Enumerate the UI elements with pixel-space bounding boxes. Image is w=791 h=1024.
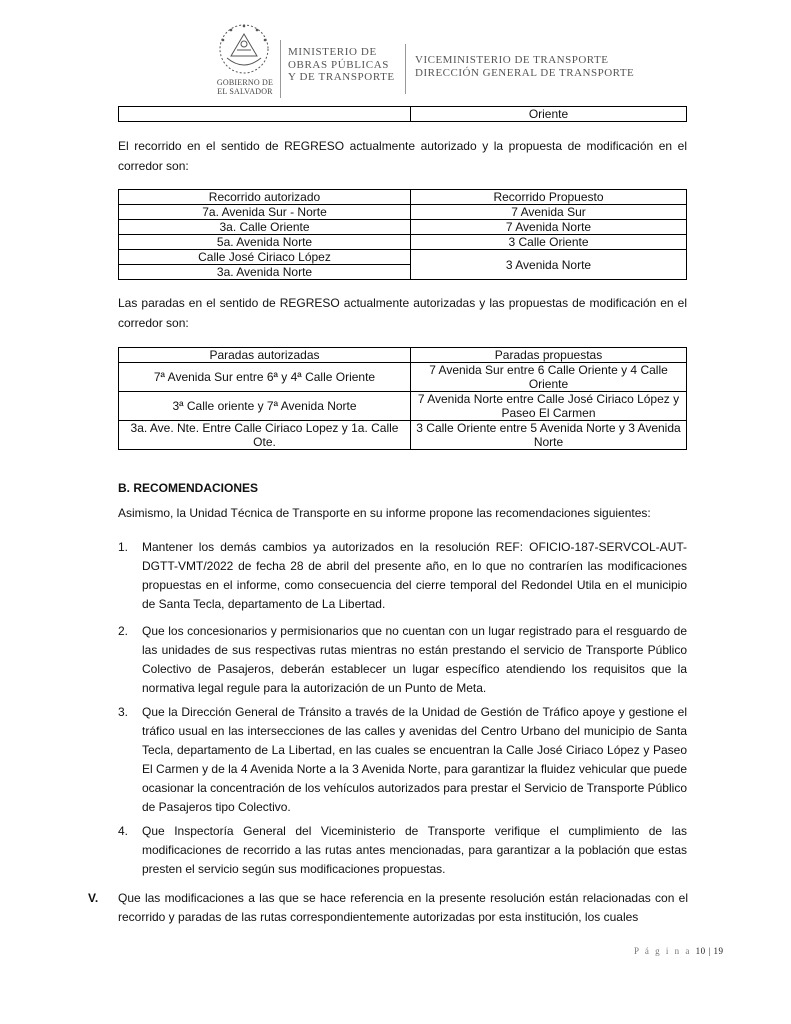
document-header (205, 22, 665, 100)
header-divider (280, 40, 281, 98)
gov-line-1: GOBIERNO DE (216, 78, 274, 87)
column-header: Paradas autorizadas (119, 348, 411, 363)
page-footer (634, 946, 723, 956)
table-row (119, 250, 687, 265)
page-label: P á g i n a (634, 946, 692, 956)
section-number: V. (88, 891, 99, 905)
paragraph-regreso-recorrido: El recorrido en el sentido de REGRESO actualmente autorizado y la propuesta de modificación en el corredor son: (118, 139, 687, 173)
table-cell: 7ª Avenida Sur entre 6ª y 4ª Calle Oriente (119, 363, 411, 392)
table-cell: 3a. Calle Oriente (119, 220, 411, 235)
table-row (119, 205, 687, 220)
table-cell: 7 Avenida Norte entre Calle José Ciriaco López y Paseo El Carmen (411, 392, 687, 421)
list-text: Que los concesionarios y permisionarios que no cuentan con un lugar registrado para el resguardo de las unidades de sus respectivas rutas mientras no están prestando el servicio de Transporte Público Colectivo de Pasajeros, deberán establecer un lugar específico atendiendo los requisitos que la normativa legal regule para la autorización de un Punto de Meta. (142, 624, 687, 695)
list-text: Que Inspectoría General del Viceministerio de Transporte verifique el cumplimiento de las modificaciones de recorrido a las rutas antes mencionadas, para garantizar a la población que estas presten el servicio según sus modificaciones propuestas. (142, 824, 687, 876)
ministry-line-2: OBRAS PÚBLICAS (288, 58, 390, 71)
table-cell: 7 Avenida Sur (411, 205, 687, 220)
header-divider (405, 44, 406, 94)
paragraph-regreso-paradas: Las paradas en el sentido de REGRESO actualmente autorizadas y las propuestas de modificación en el corredor son: (118, 296, 687, 330)
table-cell: 7 Avenida Norte (411, 220, 687, 235)
section-b-title: B. RECOMENDACIONES (118, 481, 259, 495)
table-cell (119, 107, 411, 122)
table-cell: 7 Avenida Sur entre 6 Calle Oriente y 4 Calle Oriente (411, 363, 687, 392)
table-row (119, 235, 687, 250)
vice-line-2: DIRECCIÓN GENERAL DE TRANSPORTE (415, 67, 635, 79)
ministry-name (288, 46, 395, 84)
route-table (118, 189, 687, 280)
top-continuation-table (118, 106, 687, 122)
list-text: Mantener los demás cambios ya autorizados en la resolución REF: OFICIO-187-SERVCOL-AUT-DGTT-VMT/2022 de fecha 28 de abril del presente año, en lo que no contraríen las modificaciones propuestas en el informe, como consecuencia del cierre temporal del Redondel Utila en el municipio de Santa Tecla, departamento de La Libertad. (142, 540, 687, 611)
column-header: Recorrido Propuesto (411, 190, 687, 205)
vice-line-1: VICEMINISTERIO DE TRANSPORTE (415, 54, 609, 66)
table-header-row (119, 348, 687, 363)
list-number: 3. (118, 705, 129, 719)
gov-line-2: EL SALVADOR (217, 87, 273, 96)
table-cell: 3 Calle Oriente entre 5 Avenida Norte y 3 Avenida Norte (411, 421, 687, 450)
list-number: 2. (118, 624, 129, 638)
stops-table (118, 347, 687, 450)
list-text: Que la Dirección General de Tránsito a través de la Unidad de Gestión de Tráfico apoye y gestione el tráfico usual en las intersecciones de las calles y avenidas del Centro Urbano del municipio de Santa Tecla, departamento de La Libertad, en las cuales se encuentran la Calle José Ciriaco López y Paseo El Carmen y de la 4 Avenida Norte a la 3 Avenida Norte, para garantizar la fluidez vehicular que puede ocasionar la concentración de los vehículos autorizados para prestar el Servicio de Transporte Público de Pasajeros tipo Colectivo. (142, 705, 687, 814)
ministry-line-3: Y DE TRANSPORTE (288, 71, 395, 83)
table-cell: 3 Avenida Norte (411, 250, 687, 280)
list-number: 1. (118, 540, 129, 554)
table-row (119, 363, 687, 392)
table-cell: 3ª Calle oriente y 7ª Avenida Norte (119, 392, 411, 421)
column-header: Paradas propuestas (411, 348, 687, 363)
table-cell: Oriente (411, 107, 687, 122)
table-row (119, 421, 687, 450)
table-header-row (119, 190, 687, 205)
table-row (119, 392, 687, 421)
table-cell: 3 Calle Oriente (411, 235, 687, 250)
table-row (119, 220, 687, 235)
vice-ministry-name (415, 54, 634, 80)
page-number: 10 | 19 (695, 946, 724, 956)
section-b-intro: Asimismo, la Unidad Técnica de Transporte en su informe propone las recomendaciones siguientes: (118, 506, 651, 520)
section-text: Que las modificaciones a las que se hace referencia en la presente resolución están relacionadas con el recorrido y paradas de las rutas correspondientemente autorizadas por esta institución, los cuales (118, 891, 688, 924)
ministry-line-1: MINISTERIO DE (288, 46, 377, 58)
list-number: 4. (118, 824, 129, 838)
coat-of-arms-icon (217, 22, 271, 76)
table-cell: 3a. Avenida Norte (119, 265, 411, 280)
table-cell: 3a. Ave. Nte. Entre Calle Ciriaco Lopez y 1a. Calle Ote. (119, 421, 411, 450)
column-header: Recorrido autorizado (119, 190, 411, 205)
table-cell: Calle José Ciriaco López (119, 250, 411, 265)
table-cell: 5a. Avenida Norte (119, 235, 411, 250)
government-label (205, 78, 285, 96)
table-cell: 7a. Avenida Sur - Norte (119, 205, 411, 220)
